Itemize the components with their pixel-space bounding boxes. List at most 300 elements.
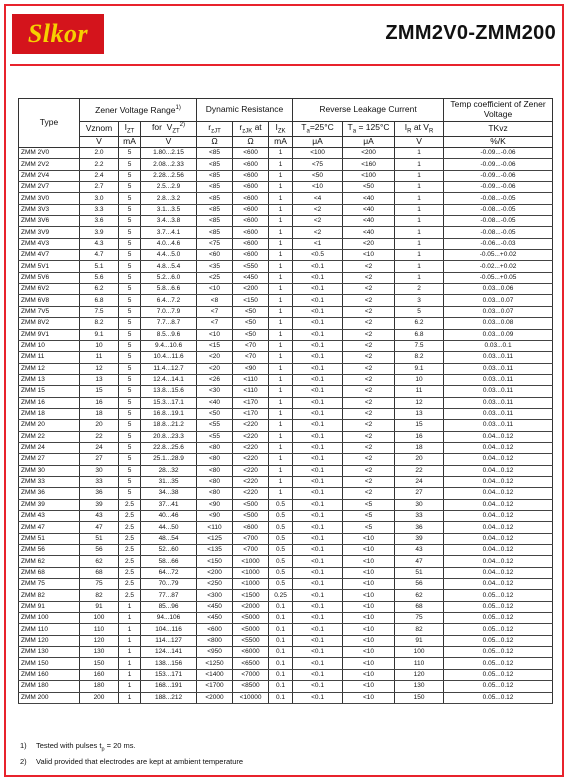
table-row: [19, 499, 553, 510]
value-cell: <0.1: [293, 431, 343, 442]
ta125-header: $T_a = 125^\circ C$: [343, 122, 395, 137]
value-cell: 5: [119, 442, 141, 453]
value-cell: 0.04...0.12: [444, 476, 553, 487]
value-cell: <2: [343, 386, 395, 397]
type-cell: ZMM 6V2: [19, 284, 80, 295]
part-range-title: ZMM2V0-ZMM200: [385, 22, 556, 44]
ir-vr-header: $I_R$ at $V_R$: [395, 122, 444, 137]
zener-voltage-header: Zener Voltage Range$^{1)}$: [80, 99, 197, 122]
value-cell: 0.03...0.11: [444, 408, 553, 419]
footnote-1: 1) Tested with pulses $t_p = 20$ ms.: [20, 741, 136, 753]
value-cell: <2: [293, 227, 343, 238]
table-row: [19, 420, 553, 431]
value-cell: 43: [395, 545, 444, 556]
value-cell: 138...156: [141, 658, 197, 669]
value-cell: <1500: [233, 590, 269, 601]
value-cell: <2: [343, 306, 395, 317]
value-cell: 82: [395, 624, 444, 635]
value-cell: <700: [233, 545, 269, 556]
value-cell: 3.4...3.8: [141, 216, 197, 227]
value-cell: <110: [233, 386, 269, 397]
value-cell: <0.5: [293, 250, 343, 261]
value-cell: -0.06...-0.03: [444, 238, 553, 249]
value-cell: 1: [395, 204, 444, 215]
table-row: [19, 408, 553, 419]
value-cell: <50: [233, 329, 269, 340]
value-cell: 2.4: [80, 170, 119, 181]
value-cell: <5: [343, 499, 395, 510]
value-cell: 1: [119, 669, 141, 680]
value-cell: 5: [119, 306, 141, 317]
temp-coefficient-header: Temp coefficient of Zener Voltage: [444, 99, 553, 122]
value-cell: <70: [233, 352, 269, 363]
value-cell: 0.5: [269, 522, 293, 533]
type-cell: ZMM 13: [19, 374, 80, 385]
value-cell: 13: [80, 374, 119, 385]
type-cell: ZMM 39: [19, 499, 80, 510]
value-cell: 0.04...0.12: [444, 522, 553, 533]
value-cell: 18: [395, 442, 444, 453]
value-cell: -0.08...-0.05: [444, 227, 553, 238]
value-cell: 2.5...2.9: [141, 182, 197, 193]
value-cell: 16.8...19.1: [141, 408, 197, 419]
value-cell: 1: [269, 148, 293, 159]
value-cell: <10: [343, 647, 395, 658]
value-cell: 0.03...0.1: [444, 340, 553, 351]
value-cell: 0.04...0.12: [444, 442, 553, 453]
value-cell: <1250: [197, 658, 233, 669]
value-cell: 1: [395, 227, 444, 238]
value-cell: <7: [197, 306, 233, 317]
type-cell: ZMM 6V8: [19, 295, 80, 306]
type-cell: ZMM 110: [19, 624, 80, 635]
table-row: [19, 318, 553, 329]
value-cell: 7.0...7.9: [141, 306, 197, 317]
value-cell: 43: [80, 511, 119, 522]
value-cell: <300: [197, 590, 233, 601]
table-row: [19, 238, 553, 249]
value-cell: <0.1: [293, 318, 343, 329]
value-cell: 120: [395, 669, 444, 680]
value-cell: 0.25: [269, 590, 293, 601]
value-cell: 0.04...0.12: [444, 533, 553, 544]
value-cell: <0.1: [293, 601, 343, 612]
value-cell: 2.28...2.56: [141, 170, 197, 181]
value-cell: 20: [395, 454, 444, 465]
value-cell: 5: [119, 431, 141, 442]
unit-ta125: μA: [343, 137, 395, 148]
type-cell: ZMM 68: [19, 567, 80, 578]
value-cell: 56: [395, 579, 444, 590]
value-cell: <0.1: [293, 681, 343, 692]
dynamic-resistance-header: Dynamic Resistance: [197, 99, 293, 122]
table-row: [19, 216, 553, 227]
value-cell: 0.5: [269, 567, 293, 578]
value-cell: <0.1: [293, 590, 343, 601]
value-cell: <2: [343, 454, 395, 465]
value-cell: 1: [269, 306, 293, 317]
value-cell: 1: [119, 624, 141, 635]
type-cell: ZMM 33: [19, 476, 80, 487]
value-cell: 7.5: [80, 306, 119, 317]
value-cell: 12: [395, 397, 444, 408]
value-cell: <10: [343, 635, 395, 646]
value-cell: <80: [197, 476, 233, 487]
type-cell: ZMM 3V9: [19, 227, 80, 238]
value-cell: <1000: [233, 567, 269, 578]
rzjt-header: $r_{zJT}$: [197, 122, 233, 137]
value-cell: 130: [80, 647, 119, 658]
value-cell: 56: [80, 545, 119, 556]
value-cell: <90: [197, 511, 233, 522]
value-cell: <10: [343, 567, 395, 578]
type-cell: ZMM 16: [19, 397, 80, 408]
value-cell: 2.2: [80, 159, 119, 170]
value-cell: 39: [80, 499, 119, 510]
value-cell: <135: [197, 545, 233, 556]
value-cell: <0.1: [293, 556, 343, 567]
value-cell: 11.4...12.7: [141, 363, 197, 374]
value-cell: 22.8...25.6: [141, 442, 197, 453]
characteristics-table: [18, 98, 553, 704]
value-cell: <0.1: [293, 669, 343, 680]
value-cell: <2: [343, 363, 395, 374]
value-cell: 1: [269, 431, 293, 442]
type-cell: ZMM 43: [19, 511, 80, 522]
value-cell: <10: [343, 658, 395, 669]
value-cell: 28...32: [141, 465, 197, 476]
type-cell: ZMM 18: [19, 408, 80, 419]
value-cell: <25: [197, 272, 233, 283]
value-cell: <10: [343, 590, 395, 601]
value-cell: <5: [343, 511, 395, 522]
value-cell: -0.05...+0.02: [444, 250, 553, 261]
type-cell: ZMM 150: [19, 658, 80, 669]
value-cell: 15: [80, 386, 119, 397]
table-row: [19, 454, 553, 465]
type-cell: ZMM 75: [19, 579, 80, 590]
value-cell: 110: [395, 658, 444, 669]
value-cell: 1: [119, 681, 141, 692]
logo-text: Slkor: [27, 19, 89, 48]
value-cell: <0.1: [293, 465, 343, 476]
value-cell: 0.05...0.12: [444, 624, 553, 635]
value-cell: <2000: [197, 692, 233, 703]
table-row: [19, 352, 553, 363]
value-cell: <0.1: [293, 511, 343, 522]
type-cell: ZMM 15: [19, 386, 80, 397]
value-cell: 3: [395, 295, 444, 306]
value-cell: -0.05...+0.05: [444, 272, 553, 283]
value-cell: 0.03...0.11: [444, 363, 553, 374]
unit-izk: mA: [269, 137, 293, 148]
value-cell: 1: [395, 182, 444, 193]
vznom-header: Vznom: [80, 122, 119, 137]
value-cell: 0.03...0.08: [444, 318, 553, 329]
value-cell: 0.03...0.09: [444, 329, 553, 340]
table-row: [19, 465, 553, 476]
value-cell: 150: [80, 658, 119, 669]
value-cell: 2.5: [119, 567, 141, 578]
value-cell: 62: [395, 590, 444, 601]
type-cell: ZMM 20: [19, 420, 80, 431]
value-cell: 1: [269, 193, 293, 204]
table-row: [19, 658, 553, 669]
value-cell: 5: [119, 204, 141, 215]
table-row: [19, 397, 553, 408]
value-cell: <150: [197, 556, 233, 567]
value-cell: 68: [395, 601, 444, 612]
value-cell: <2: [343, 420, 395, 431]
value-cell: <40: [343, 227, 395, 238]
value-cell: <2: [343, 408, 395, 419]
value-cell: 1: [269, 250, 293, 261]
value-cell: <450: [197, 613, 233, 624]
value-cell: <0.1: [293, 329, 343, 340]
value-cell: <85: [197, 204, 233, 215]
value-cell: <85: [197, 227, 233, 238]
value-cell: <80: [197, 488, 233, 499]
value-cell: <220: [233, 431, 269, 442]
value-cell: -0.02...+0.02: [444, 261, 553, 272]
value-cell: <60: [197, 250, 233, 261]
value-cell: 27: [80, 454, 119, 465]
type-cell: ZMM 12: [19, 363, 80, 374]
value-cell: 1: [119, 647, 141, 658]
type-cell: ZMM 2V7: [19, 182, 80, 193]
value-cell: 0.5: [269, 511, 293, 522]
value-cell: 70...79: [141, 579, 197, 590]
value-cell: 0.04...0.12: [444, 465, 553, 476]
value-cell: <0.1: [293, 545, 343, 556]
value-cell: 5: [119, 227, 141, 238]
value-cell: 1: [269, 340, 293, 351]
value-cell: <110: [233, 374, 269, 385]
value-cell: 1.80...2.15: [141, 148, 197, 159]
value-cell: 0.5: [269, 579, 293, 590]
table-row: [19, 261, 553, 272]
value-cell: 18.8...21.2: [141, 420, 197, 431]
value-cell: <85: [197, 182, 233, 193]
value-cell: 188...212: [141, 692, 197, 703]
value-cell: 100: [395, 647, 444, 658]
type-cell: ZMM 4V3: [19, 238, 80, 249]
value-cell: <85: [197, 193, 233, 204]
value-cell: 5: [119, 148, 141, 159]
value-cell: <2: [343, 397, 395, 408]
table-row: [19, 250, 553, 261]
value-cell: -0.09...-0.06: [444, 182, 553, 193]
value-cell: <0.1: [293, 363, 343, 374]
value-cell: 1: [269, 238, 293, 249]
value-cell: 2.5: [119, 590, 141, 601]
value-cell: 62: [80, 556, 119, 567]
value-cell: 33: [80, 476, 119, 487]
value-cell: <1400: [197, 669, 233, 680]
value-cell: <5500: [233, 635, 269, 646]
table-row: [19, 295, 553, 306]
value-cell: 0.03...0.07: [444, 295, 553, 306]
value-cell: 1: [395, 261, 444, 272]
value-cell: <220: [233, 442, 269, 453]
value-cell: 0.03...0.11: [444, 420, 553, 431]
value-cell: 12.4...14.1: [141, 374, 197, 385]
table-row: [19, 545, 553, 556]
value-cell: 9.1: [395, 363, 444, 374]
value-cell: 2.5: [119, 511, 141, 522]
value-cell: 1: [269, 386, 293, 397]
value-cell: 39: [395, 533, 444, 544]
table-row: [19, 170, 553, 181]
value-cell: 12: [80, 363, 119, 374]
value-cell: <0.1: [293, 499, 343, 510]
value-cell: <2: [293, 216, 343, 227]
value-cell: 5: [119, 193, 141, 204]
value-cell: <10: [343, 624, 395, 635]
value-cell: 6.8: [395, 329, 444, 340]
type-cell: ZMM 120: [19, 635, 80, 646]
value-cell: 0.1: [269, 658, 293, 669]
value-cell: <220: [233, 420, 269, 431]
value-cell: <10: [197, 284, 233, 295]
value-cell: 1: [119, 601, 141, 612]
value-cell: 1: [395, 193, 444, 204]
value-cell: 0.03...0.07: [444, 306, 553, 317]
footnote-2: 2) Valid provided that electrodes are kept at ambient temperature: [20, 756, 244, 766]
vzt-header: for $V_{ZT}^{2)}$: [141, 122, 197, 137]
value-cell: 58...66: [141, 556, 197, 567]
value-cell: 16: [395, 431, 444, 442]
value-cell: 1: [119, 692, 141, 703]
value-cell: <40: [343, 193, 395, 204]
value-cell: 0.05...0.12: [444, 692, 553, 703]
value-cell: 1: [269, 227, 293, 238]
value-cell: 100: [80, 613, 119, 624]
footnotes: [20, 740, 243, 767]
value-cell: <50: [233, 318, 269, 329]
value-cell: <10: [343, 250, 395, 261]
value-cell: 27: [395, 488, 444, 499]
izt-header: $I_{ZT}$: [119, 122, 141, 137]
value-cell: 10: [395, 374, 444, 385]
unit-vznom: V: [80, 137, 119, 148]
value-cell: -0.09...-0.06: [444, 159, 553, 170]
value-cell: <7000: [233, 669, 269, 680]
value-cell: <80: [197, 454, 233, 465]
value-cell: <110: [197, 522, 233, 533]
value-cell: 3.0: [80, 193, 119, 204]
table-body: [19, 148, 553, 704]
value-cell: 31...35: [141, 476, 197, 487]
value-cell: <10: [343, 601, 395, 612]
value-cell: 1: [395, 159, 444, 170]
value-cell: <125: [197, 533, 233, 544]
value-cell: <26: [197, 374, 233, 385]
value-cell: 153...171: [141, 669, 197, 680]
value-cell: <2: [343, 374, 395, 385]
unit-tkvz: %/K: [444, 137, 553, 148]
value-cell: <170: [233, 408, 269, 419]
type-cell: ZMM 2V0: [19, 148, 80, 159]
value-cell: 22: [395, 465, 444, 476]
value-cell: <5000: [233, 613, 269, 624]
value-cell: 1: [395, 148, 444, 159]
value-cell: 1: [269, 454, 293, 465]
value-cell: <600: [233, 159, 269, 170]
table-row: [19, 431, 553, 442]
value-cell: 1: [269, 170, 293, 181]
value-cell: 1: [269, 272, 293, 283]
value-cell: 16: [80, 397, 119, 408]
value-cell: 5: [119, 272, 141, 283]
table-row: [19, 193, 553, 204]
value-cell: 2.5: [119, 533, 141, 544]
value-cell: <600: [233, 182, 269, 193]
col-type-header: Type: [19, 99, 80, 148]
value-cell: <80: [197, 442, 233, 453]
value-cell: 5: [119, 386, 141, 397]
value-cell: 1: [269, 374, 293, 385]
value-cell: <20: [197, 363, 233, 374]
table-row: [19, 204, 553, 215]
value-cell: <0.1: [293, 295, 343, 306]
value-cell: 1: [119, 635, 141, 646]
value-cell: <0.1: [293, 635, 343, 646]
value-cell: 2.8...3.2: [141, 193, 197, 204]
value-cell: 0.04...0.12: [444, 499, 553, 510]
value-cell: 0.5: [269, 499, 293, 510]
type-cell: ZMM 3V0: [19, 193, 80, 204]
value-cell: 20: [80, 420, 119, 431]
value-cell: 6.4...7.2: [141, 295, 197, 306]
value-cell: <200: [233, 284, 269, 295]
rzjk-header: $r_{zJK}$ at: [233, 122, 269, 137]
value-cell: -0.08...-0.05: [444, 204, 553, 215]
value-cell: <2: [343, 295, 395, 306]
value-cell: <75: [197, 238, 233, 249]
value-cell: 13: [395, 408, 444, 419]
table-row: [19, 556, 553, 567]
value-cell: <0.1: [293, 533, 343, 544]
table-row: [19, 148, 553, 159]
value-cell: <600: [233, 238, 269, 249]
value-cell: 8.5...9.6: [141, 329, 197, 340]
value-cell: 47: [395, 556, 444, 567]
table-row: [19, 613, 553, 624]
value-cell: 1: [269, 408, 293, 419]
value-cell: <8500: [233, 681, 269, 692]
value-cell: 0.1: [269, 692, 293, 703]
value-cell: <20: [343, 238, 395, 249]
value-cell: 36: [395, 522, 444, 533]
value-cell: <0.1: [293, 692, 343, 703]
value-cell: 1: [269, 216, 293, 227]
value-cell: 2.5: [119, 499, 141, 510]
value-cell: <0.1: [293, 340, 343, 351]
value-cell: 4.8...5.4: [141, 261, 197, 272]
value-cell: 0.05...0.12: [444, 647, 553, 658]
value-cell: <0.1: [293, 454, 343, 465]
value-cell: 40...46: [141, 511, 197, 522]
table-row: [19, 522, 553, 533]
value-cell: <10: [197, 329, 233, 340]
value-cell: 64...72: [141, 567, 197, 578]
value-cell: <0.1: [293, 397, 343, 408]
value-cell: <0.1: [293, 420, 343, 431]
table-row: [19, 227, 553, 238]
value-cell: <0.1: [293, 658, 343, 669]
value-cell: 1: [269, 476, 293, 487]
